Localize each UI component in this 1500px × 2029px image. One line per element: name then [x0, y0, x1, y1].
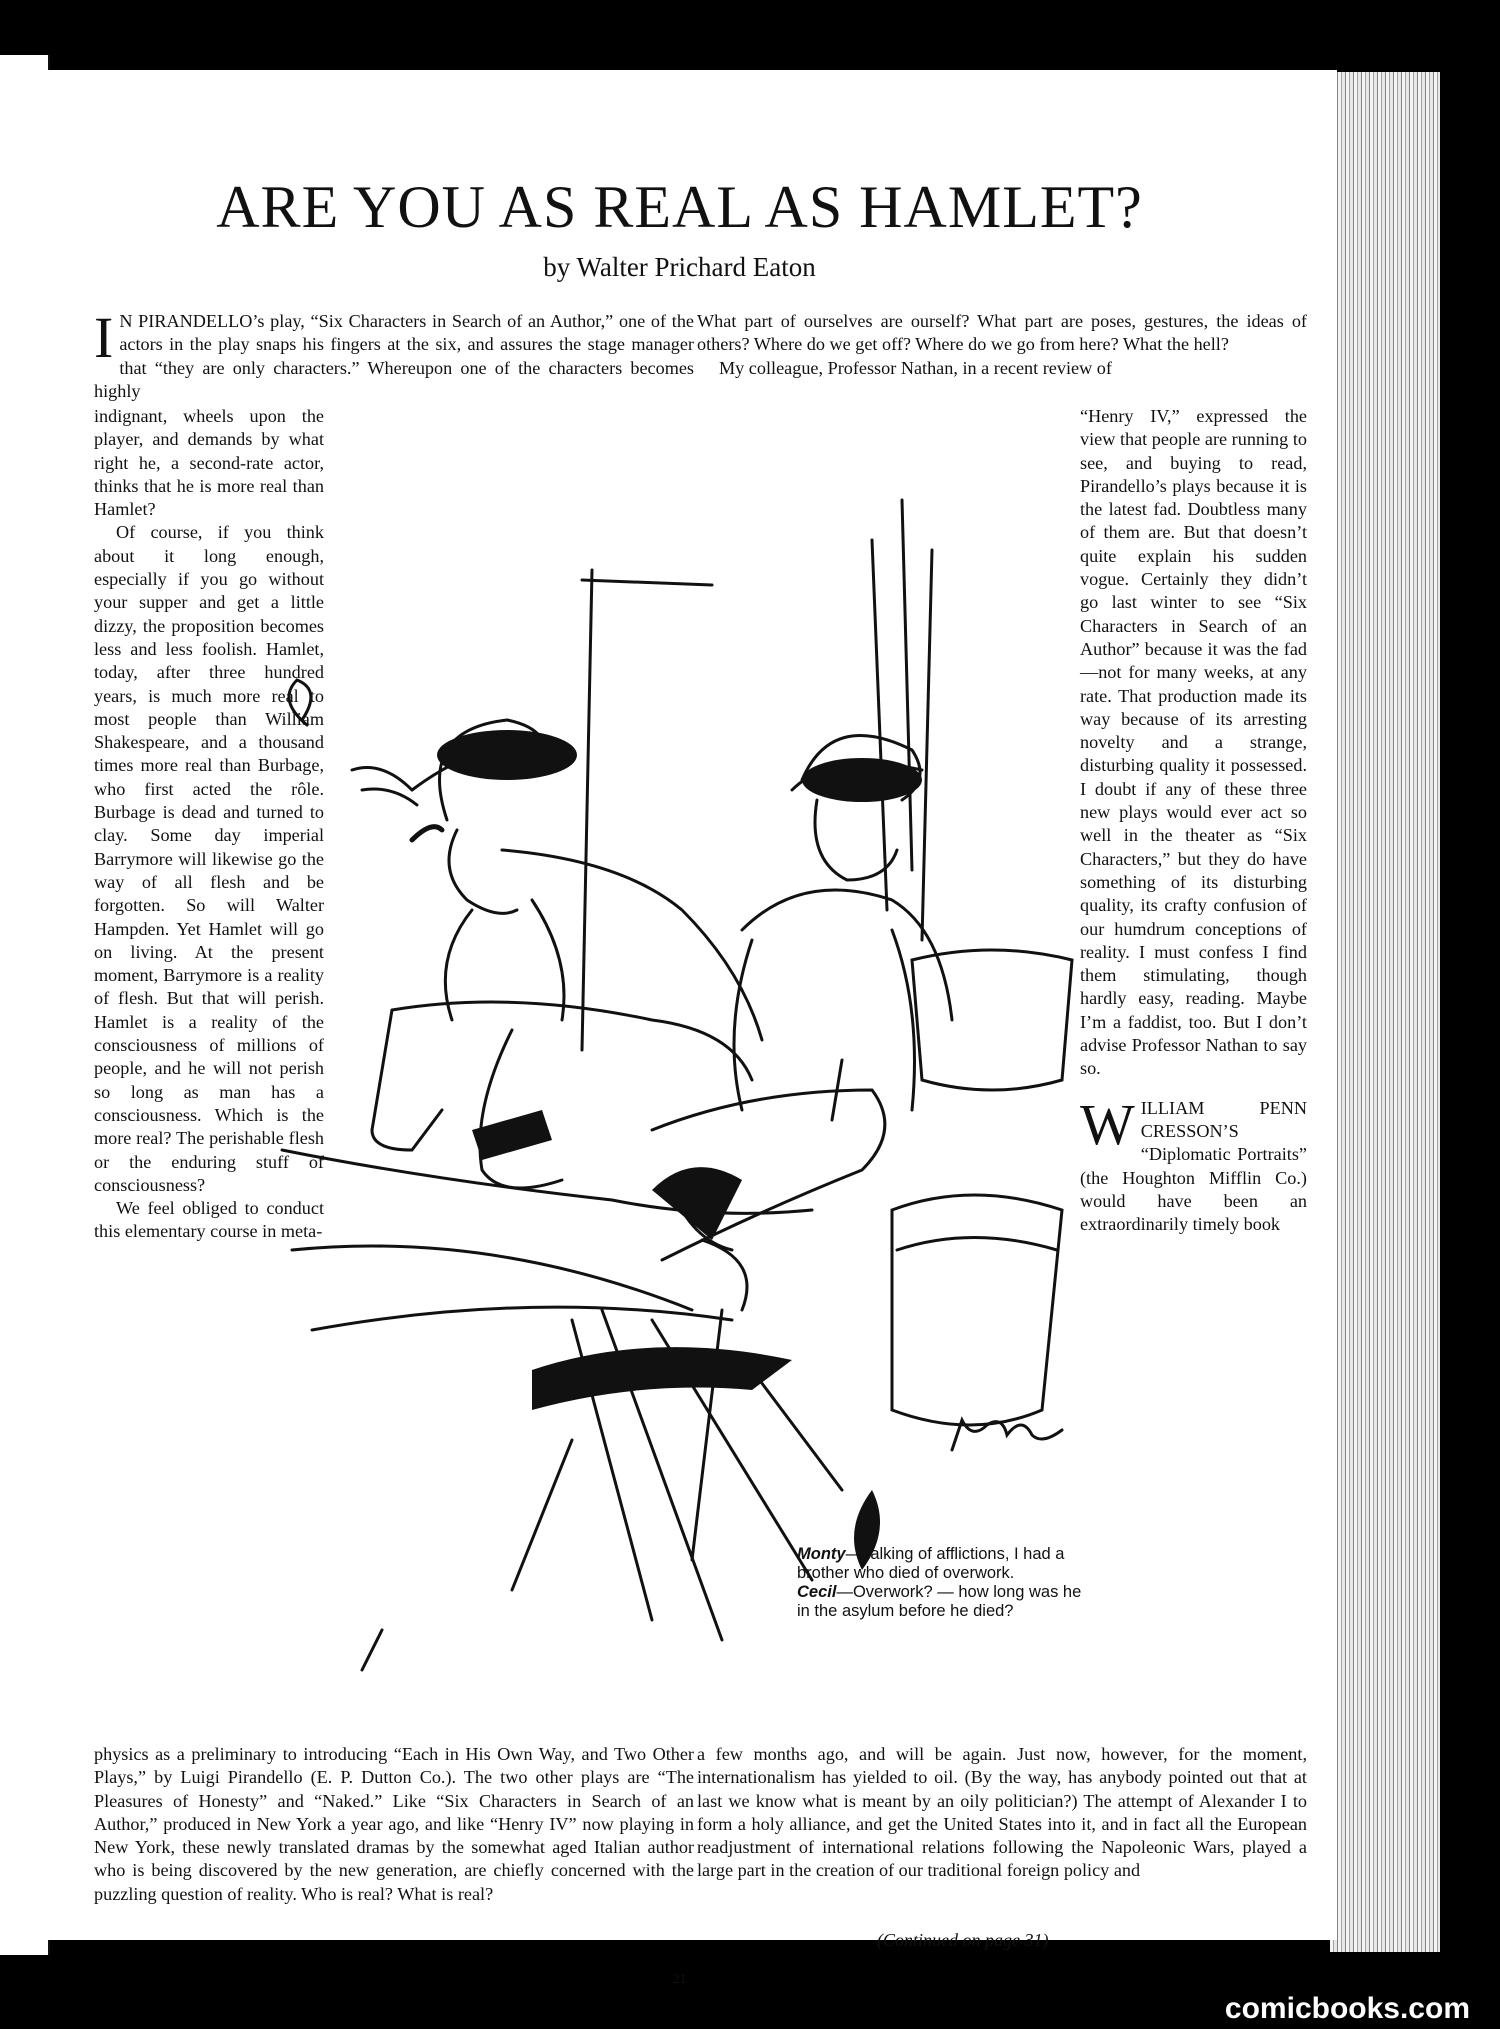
article-title: ARE YOU AS REAL AS HAMLET?: [216, 174, 1143, 240]
col1-lead-text: N PIRANDELLO’s play, “Six Characters in Search of an Author,” one of the actors in the play snaps his fingers at the six, and assures the stage manager that “they are only characters.” Whereupon one of the characters becomes highly: [94, 311, 694, 401]
illustration-caption: [797, 1545, 1087, 1621]
page-stack-edges: [1330, 72, 1440, 1952]
col2-top: [697, 310, 1307, 380]
page-number: 21: [672, 1972, 687, 1987]
paragraph: physics as a preliminary to introducing “Each in His Own Way, and Two Other Plays,” by Luigi Pirandello (E. P. Dutton Co.). The two other plays are “The Pleasures of Honesty” and “Naked.” Like “Six Characters in Search of an Author,” produced in New York a year ago, and like “Henry IV” now playing in New York, these newly translated dramas by the somewhat aged Italian author who is being discovered by the new generation, are chiefly concerned with the puzzling question of reality. Who is real? What is real?: [94, 1744, 694, 1904]
paragraph: What part of ourselves are ourself? What part are poses, gestures, the ideas of others? Where do we get off? Where do we go from here? What the hell?: [697, 311, 1307, 355]
watermark: comicbooks.com: [1224, 1992, 1470, 2025]
col2-narrow: [1080, 405, 1307, 1236]
paragraph: We feel obliged to conduct this elementary course in meta-: [94, 1198, 324, 1242]
illustration-two-men-sitting: [272, 490, 1092, 1680]
caption-line-1: —Talking of afflictions, I had a brother who died of overwork.: [797, 1545, 1065, 1582]
drop-cap-w: W: [1080, 1091, 1135, 1157]
drop-cap: I: [94, 305, 114, 370]
paragraph: a few months ago, and will be again. Just now, however, for the moment, internationalism has yielded to oil. (By the way, has anybody pointed out that at last we know what is meant by an oily politician?) The attempt of Alexander I to form a holy alliance, and get the United States into it, and in fact all the European readjustment of international relations following the Napoleonic Wars, played a large part in the creation of our traditional foreign policy and: [697, 1744, 1307, 1881]
caption-line-2: —Overwork? — how long was he in the asylum before he died?: [797, 1583, 1082, 1620]
paragraph: “Henry IV,” expressed the view that people are running to see, and buying to read, Pirandello’s plays because it is the latest fad. Doubtless many of them are. But that doesn’t quite explain his sudden vogue. Certainly they didn’t go last winter to see “Six Characters in Search of an Author” because it was the fad—not for many weeks, at any rate. That production made its way because of its arresting novelty and a strange, disturbing quality it possessed. I doubt if any of these three new plays would ever act so well in the theater as “Six Characters,” but they do have something of its disturbing quality, its crafty confusion of our humdrum conceptions of reality. I must confess I find them stimulating, though hardly easy, reading. Maybe I’m a faddist, too. But I don’t advise Professor Nathan to say so.: [1080, 406, 1307, 1079]
paragraph: ILLIAM PENN CRESSON’S “Diplomatic Portraits” (the Houghton Mifflin Co.) would have been an extraordinarily timely book: [1080, 1097, 1307, 1235]
paragraph: indignant, wheels upon the player, and demands by what right he, a second-rate actor, thinks that he is more real than Hamlet?: [94, 406, 324, 520]
col2-bottom: [697, 1743, 1307, 1883]
magazine-page: [22, 70, 1337, 1987]
col1-top: [94, 305, 694, 403]
byline: by Walter Prichard Eaton: [543, 252, 816, 282]
caption-speaker-1: Monty: [797, 1545, 846, 1563]
col1-bottom: [94, 1743, 694, 1906]
continued-note: (Continued on page 31): [877, 1930, 1049, 1950]
paragraph: Of course, if you think about it long enough, especially if you go without your supper and get a little dizzy, the proposition becomes less and less foolish. Hamlet, today, after three hundred years, is much more real to most people than William Shakespeare, and a thousand times more real than Burbage, who first acted the rôle. Burbage is dead and turned to clay. Some day imperial Barrymore will likewise go the way of all flesh and be forgotten. So will Walter Hampden. Yet Hamlet will go on living. At the present moment, Barrymore is a reality of flesh. But that will perish. Hamlet is a reality of the consciousness of millions of people, and he will not perish so long as man has a consciousness. Which is the more real? The perishable flesh or the enduring stuff of consciousness?: [94, 522, 324, 1195]
caption-speaker-2: Cecil: [797, 1583, 837, 1601]
paragraph: My colleague, Professor Nathan, in a recent review of: [719, 357, 1112, 378]
